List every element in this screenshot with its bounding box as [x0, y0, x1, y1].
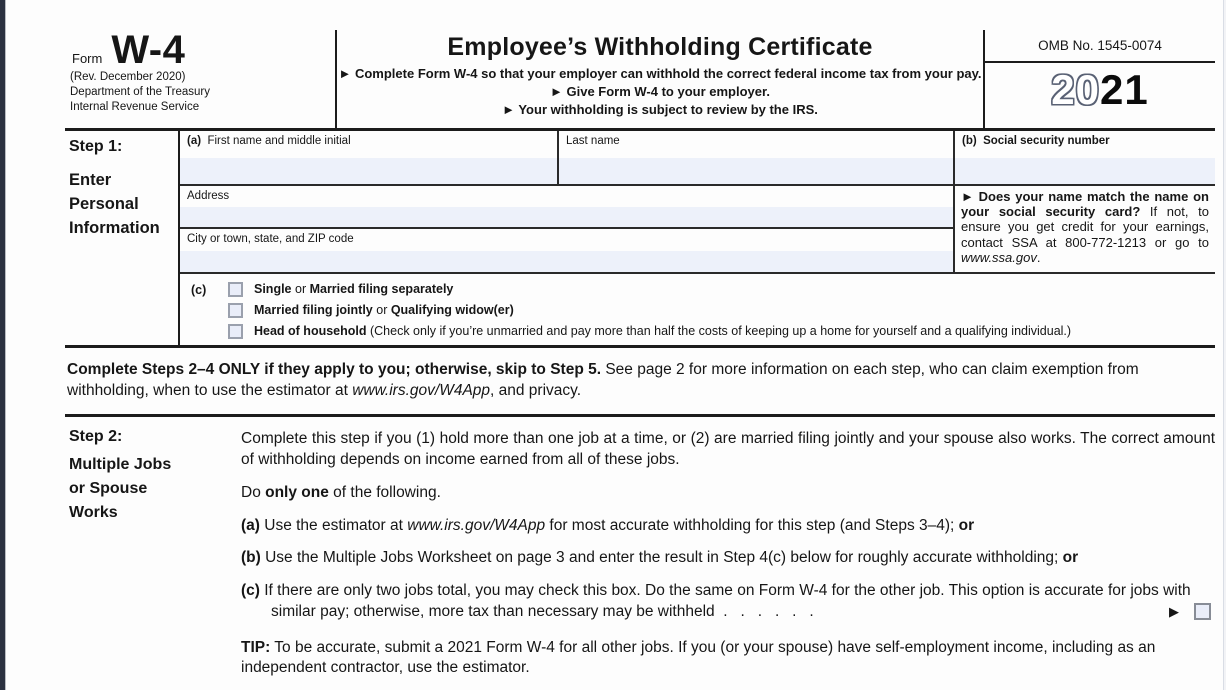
two-jobs-checkbox[interactable]: [1194, 603, 1211, 620]
form-identity-block: [65, 30, 335, 128]
name-ssn-row: [180, 131, 1215, 186]
ssn-field: [953, 131, 1215, 184]
filing-status-row: [180, 274, 1215, 345]
step2-intro: Complete this step if you (1) hold more than one job at a time, or (2) are married filing jointly and your spouse also works. The correct amount of withholding depends on income earned from all of these jobs.: [241, 430, 1215, 469]
city-input[interactable]: [180, 251, 953, 272]
step2-title: Multiple Jobs or Spouse Works: [69, 456, 172, 521]
address-city-row: [180, 186, 1215, 274]
head-of-household-label: Head of household (Check only if you’re unmarried and pay more than half the costs of keeping up a home for yourself and a qualifying individual.): [254, 324, 1072, 338]
form-number: W-4: [111, 28, 186, 72]
step1-label: Step 1:: [69, 138, 123, 155]
ssa-name-match-note: ► Does your name match the name on your social security card? If not, to ensure you get credit for your earnings, contact SSA at 800-772-1213 or go to www.ssa.gov.: [953, 186, 1215, 274]
last-name-label: Last name: [566, 135, 620, 147]
filing-status-tag: (c): [191, 283, 207, 297]
form-title: Employee’s Withholding Certificate: [447, 33, 873, 61]
last-name-input[interactable]: [559, 158, 953, 184]
single-checkbox[interactable]: [228, 282, 243, 297]
tax-year: [985, 63, 1215, 111]
last-name-field: [557, 131, 953, 184]
steps-2-4-note: Complete Steps 2–4 ONLY if they apply to you; otherwise, skip to Step 5. See page 2 for more information on each step, who can claim exemption from withholding, when to use the estimator at www.irs.gov/W4App, and privacy.: [65, 348, 1215, 417]
step2-option-c: [241, 580, 1215, 622]
step2-option-a: (a) Use the estimator at www.irs.gov/W4App for most accurate withholding for this step (and Steps 3–4); or: [241, 517, 975, 535]
filing-option-married-jointly: [228, 303, 1071, 318]
form-number-line: [70, 28, 335, 72]
tax-year-solid: 21: [1100, 66, 1149, 113]
form-instruction-1: ► Complete Form W-4 so that your employer can withhold the correct federal income tax from your pay.: [338, 66, 982, 81]
form-department: Department of the Treasury: [70, 85, 210, 98]
form-header: [65, 30, 1215, 131]
city-label: City or town, state, and ZIP code: [187, 233, 354, 245]
address-field: [180, 186, 953, 229]
step2-option-b: (b) Use the Multiple Jobs Worksheet on page 3 and enter the result in Step 4(c) below for roughly accurate withholding; or: [241, 549, 1079, 567]
filing-option-single: [228, 282, 1071, 297]
address-city-column: [180, 186, 953, 274]
step2-content: [241, 428, 1215, 679]
ssn-input[interactable]: [955, 158, 1215, 184]
filing-option-head-of-household: [228, 324, 1071, 339]
step2-tip: TIP: To be accurate, submit a 2021 Form W-4 for all other jobs. If you (or your spouse) have self-employment income, including as an independent contractor, use the estimator.: [241, 638, 1156, 677]
page-left-edge: [0, 0, 6, 690]
step1-fields: [178, 131, 1215, 345]
single-label: Single or Married filing separately: [254, 282, 454, 296]
step2-section: [65, 417, 1215, 679]
married-jointly-label: Married filing jointly or Qualifying widow(er): [254, 303, 514, 317]
city-field: [180, 229, 953, 274]
first-name-input[interactable]: [180, 158, 557, 184]
arrow-icon: ▶: [1169, 603, 1179, 619]
head-of-household-checkbox[interactable]: [228, 324, 243, 339]
address-input[interactable]: [180, 207, 953, 227]
form-sheet: [65, 30, 1215, 679]
first-name-field: [180, 131, 557, 184]
omb-year-block: [985, 30, 1215, 128]
ssn-label: (b) Social security number: [962, 135, 1110, 147]
form-revision: (Rev. December 2020): [70, 70, 186, 83]
step2-do-only-one: Do only one of the following.: [241, 484, 441, 502]
omb-number: OMB No. 1545-0074: [985, 30, 1215, 63]
step2-label-column: [65, 428, 241, 679]
form-service: Internal Revenue Service: [70, 100, 200, 113]
form-word-label: Form: [72, 51, 103, 66]
step1-title: Enter Personal Information: [69, 171, 160, 237]
step1-section: [65, 131, 1215, 348]
step2c-check-group: [1169, 603, 1211, 620]
filing-status-options: [228, 282, 1071, 345]
married-jointly-checkbox[interactable]: [228, 303, 243, 318]
step2-option-c-text: (c) If there are only two jobs total, you may check this box. Do the same on Form W-4 for the other job. This option is accurate for jobs with similar pay; otherwise, more tax than necessary may be withheld . . . . . .: [241, 581, 1191, 620]
address-label: Address: [187, 190, 230, 202]
first-name-label: (a) First name and middle initial: [187, 135, 351, 147]
form-instruction-2: ► Give Form W-4 to your employer.: [550, 84, 770, 100]
tax-year-outline: 20: [1051, 66, 1100, 113]
form-instruction-3: ► Your withholding is subject to review by the IRS.: [502, 102, 818, 118]
step1-label-column: [65, 131, 178, 345]
step2-label: Step 2:: [69, 428, 123, 446]
form-title-block: [335, 30, 985, 128]
